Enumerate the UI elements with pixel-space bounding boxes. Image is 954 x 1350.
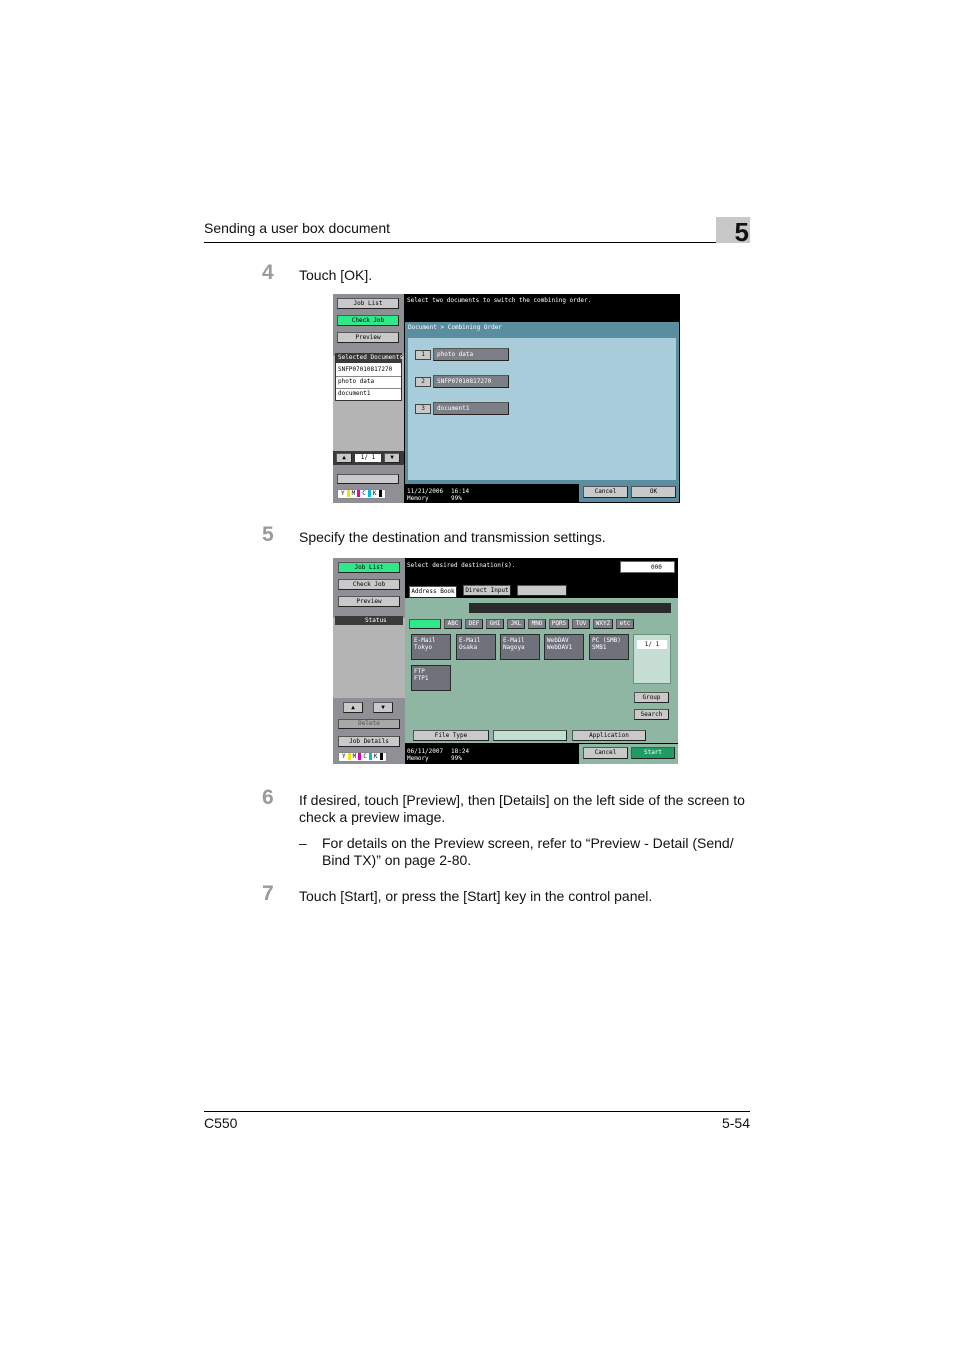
- chapter-number: 5: [716, 217, 750, 243]
- order-item-button[interactable]: SNFP07010817270: [433, 375, 509, 388]
- scroll-down-icon[interactable]: ▼: [373, 702, 393, 713]
- order-number: 3: [415, 404, 431, 414]
- index-tab[interactable]: etc: [616, 619, 634, 629]
- time-readout: 18:24: [451, 748, 470, 755]
- memory-value: 99%: [451, 755, 462, 762]
- application-button[interactable]: Application: [572, 730, 646, 741]
- step-5-number: 5: [262, 523, 274, 546]
- step-4-text: Touch [OK].: [299, 267, 373, 283]
- date-readout: 11/21/2006: [407, 488, 444, 495]
- memory-label: Memory: [407, 495, 429, 502]
- toner-indicator: Y M C K: [338, 752, 387, 762]
- step-7-number: 7: [262, 882, 274, 905]
- status-column-header: Status: [365, 617, 387, 624]
- screenshot-combining-order: [333, 294, 680, 503]
- scroll-up-icon[interactable]: ▲: [343, 702, 363, 713]
- delete-button[interactable]: Delete: [338, 719, 400, 729]
- panel-title: Document > Combining Order: [408, 324, 502, 331]
- job-list-button[interactable]: Job List: [337, 298, 399, 309]
- destination-button[interactable]: FTP FTP1: [411, 665, 451, 691]
- memory-label: Memory: [407, 755, 429, 762]
- destination-count: 000: [651, 564, 662, 571]
- destination-button[interactable]: E-Mail Nagoya: [500, 634, 540, 660]
- scroll-down-icon[interactable]: ▼: [384, 453, 400, 463]
- running-header-title: Sending a user box document: [204, 220, 391, 236]
- file-type-button[interactable]: File Type: [413, 730, 489, 741]
- toner-indicator: Y M C K: [337, 489, 386, 499]
- preview-button[interactable]: Preview: [338, 596, 400, 607]
- search-button[interactable]: Search: [634, 709, 669, 720]
- page-indicator: 1/ 1: [355, 454, 381, 462]
- page-indicator: 1/ 1: [637, 640, 667, 649]
- note-preview-reference: For details on the Preview screen, refer to “Preview - Detail (Send/ Bind TX)” on page 2-80.: [322, 835, 734, 868]
- check-job-button[interactable]: Check Job: [338, 579, 400, 590]
- machine-status-button[interactable]: [337, 474, 399, 484]
- order-number: 2: [415, 377, 431, 387]
- footer-model: C550: [204, 1115, 238, 1131]
- job-list-button[interactable]: Job List: [338, 562, 400, 573]
- step-5-text: Specify the destination and transmission settings.: [299, 529, 606, 545]
- tab-address-book[interactable]: Address Book: [409, 586, 457, 598]
- screenshot-select-destination: [333, 558, 678, 764]
- scroll-up-icon[interactable]: ▲: [336, 453, 352, 463]
- selected-documents-list: [335, 353, 402, 401]
- step-7-text: Touch [Start], or press the [Start] key in the control panel.: [299, 888, 653, 904]
- destination-button[interactable]: E-Mail Tokyo: [411, 634, 451, 660]
- step-6-text: If desired, touch [Preview], then [Details] on the left side of the screen to check a preview image.: [299, 792, 745, 825]
- cancel-button[interactable]: Cancel: [583, 486, 628, 498]
- index-tab[interactable]: ABC: [444, 619, 462, 629]
- footer-rule: [204, 1111, 750, 1112]
- index-tab[interactable]: JKL: [507, 619, 525, 629]
- header-rule: [204, 242, 750, 243]
- footer-page-number: 5-54: [721, 1115, 750, 1131]
- memory-value: 99%: [451, 495, 462, 502]
- destination-button[interactable]: WebDAV WebDAV1: [544, 634, 584, 660]
- order-item-button[interactable]: photo data: [433, 348, 509, 361]
- selected-doc-item[interactable]: photo data: [338, 378, 375, 385]
- selected-doc-item[interactable]: SNFP07010817270: [338, 366, 393, 373]
- step-6-number: 6: [262, 786, 274, 809]
- preview-button[interactable]: Preview: [337, 332, 399, 343]
- start-button[interactable]: Start: [631, 747, 675, 759]
- order-item-button[interactable]: document1: [433, 402, 509, 415]
- tab-direct-input[interactable]: Direct Input: [463, 585, 511, 596]
- index-tab[interactable]: TUV: [572, 619, 590, 629]
- index-tab[interactable]: DEF: [465, 619, 483, 629]
- selected-documents-header: Selected Documents: [338, 354, 404, 361]
- communication-settings-button[interactable]: [493, 730, 567, 741]
- destination-button[interactable]: PC (SMB) SMB1: [589, 634, 629, 660]
- search-field[interactable]: [469, 603, 671, 613]
- tab-job-history[interactable]: [517, 585, 567, 596]
- destination-counter: [620, 561, 675, 573]
- note-dash: –: [299, 835, 307, 851]
- instruction-message: Select desired destination(s).: [407, 562, 516, 569]
- order-number: 1: [415, 350, 431, 360]
- instruction-message: Select two documents to switch the combining order.: [407, 297, 592, 304]
- index-tab[interactable]: WXYZ: [593, 619, 613, 629]
- selected-doc-item[interactable]: document1: [338, 390, 371, 397]
- index-tab-favorite[interactable]: [409, 619, 441, 629]
- index-tab[interactable]: MNO: [528, 619, 546, 629]
- index-tab[interactable]: GHI: [486, 619, 504, 629]
- job-details-button[interactable]: Job Details: [338, 736, 400, 747]
- check-job-button[interactable]: Check Job: [337, 315, 399, 326]
- group-button[interactable]: Group: [634, 692, 669, 703]
- ok-button[interactable]: OK: [631, 486, 676, 498]
- time-readout: 16:14: [451, 488, 470, 495]
- page-navigator: [633, 634, 671, 684]
- index-tab[interactable]: PQRS: [549, 619, 569, 629]
- cancel-button[interactable]: Cancel: [583, 747, 628, 759]
- destination-button[interactable]: E-Mail Osaka: [456, 634, 496, 660]
- step-4-number: 4: [262, 261, 274, 284]
- date-readout: 06/11/2007: [407, 748, 444, 755]
